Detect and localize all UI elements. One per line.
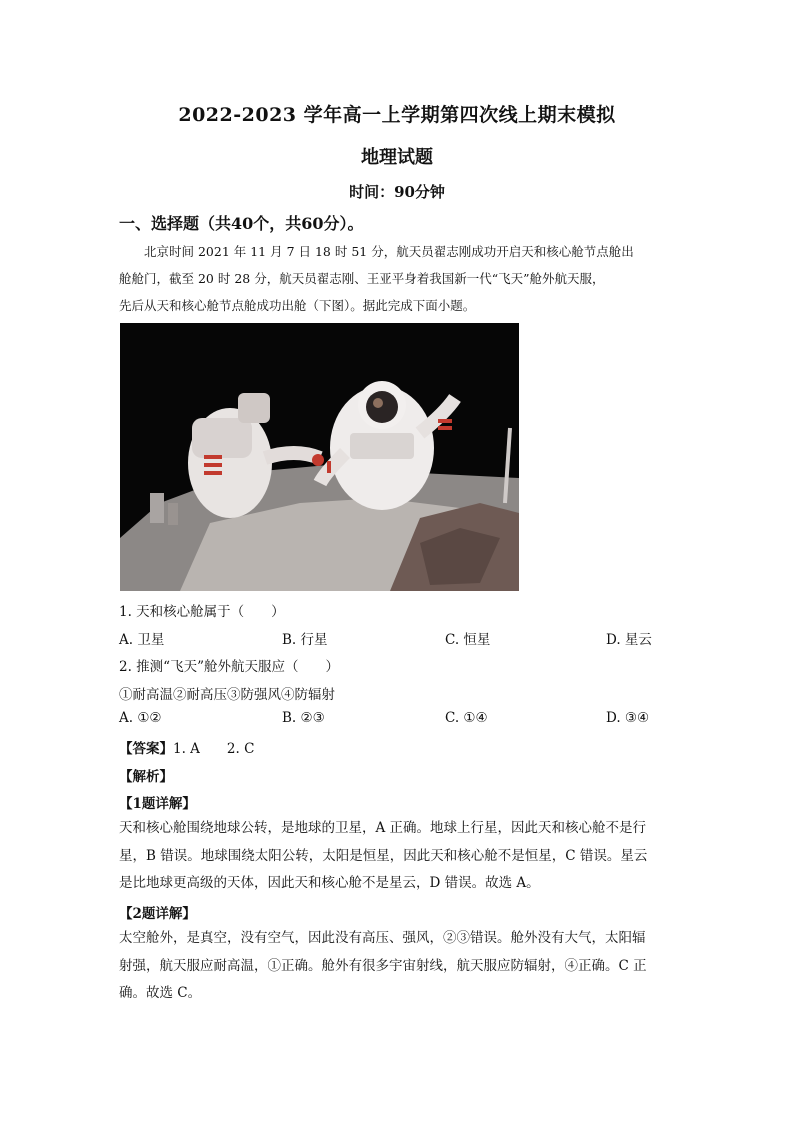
exam-time: 时间：90分钟 bbox=[349, 183, 445, 201]
subject-title: 地理试题 bbox=[361, 147, 433, 168]
exam-title: 2022-2023 学年高一上学期第四次线上期末模拟 bbox=[178, 104, 616, 126]
analysis-line: 太空舱外，是真空，没有空气，因此没有高压、强风，②③错误。舱外没有大气，太阳辐 bbox=[119, 930, 646, 946]
question-2-stem: 2. 推测“飞天”舱外航天服应（ ） bbox=[119, 659, 339, 675]
passage-line: 舱舱门，截至 20 时 28 分，航天员翟志刚、王亚平身着我国新一代“飞天”舱外航天服， bbox=[119, 271, 605, 286]
passage bbox=[119, 238, 679, 319]
answer-label: 【答案】 bbox=[119, 741, 173, 757]
astronauts-illustration bbox=[120, 323, 519, 591]
q2-analysis bbox=[119, 925, 675, 1008]
analysis-line: 星，B 错误。地球围绕太阳公转，太阳是恒星，因此天和核心舱不是恒星，C 错误。星云 bbox=[119, 847, 648, 864]
question-1-option-b: B. 行星 bbox=[282, 632, 328, 648]
spacewalk-photo bbox=[120, 323, 519, 591]
question-1-option-c: C. 恒星 bbox=[445, 632, 491, 648]
question-2-option-d: D. ③④ bbox=[606, 710, 650, 726]
analysis-line: 确。故选 C。 bbox=[119, 985, 202, 1001]
analysis-line: 射强，航天服应耐高温，①正确。舱外有很多宇宙射线，航天服应防辐射，④正确。C 正 bbox=[119, 957, 647, 974]
q1-analysis bbox=[119, 815, 675, 898]
q1-analysis-label: 【1题详解】 bbox=[119, 796, 196, 812]
question-1-option-a: A. 卫星 bbox=[119, 632, 165, 648]
question-2-option-b: B. ②③ bbox=[282, 710, 325, 726]
question-2-option-c: C. ①④ bbox=[445, 710, 488, 726]
question-1-option-d: D. 星云 bbox=[606, 632, 652, 648]
answer-line bbox=[119, 737, 254, 757]
analysis-line: 是比地球更高级的天体，因此天和核心舱不是星云，D 错误。故选 A。 bbox=[119, 875, 540, 891]
analysis-label: 【解析】 bbox=[119, 769, 173, 785]
section-heading: 一、选择题（共40个，共60分）。 bbox=[119, 214, 364, 233]
question-2-statements: ①耐高温②耐高压③防强风④防辐射 bbox=[119, 687, 335, 703]
q2-analysis-label: 【2题详解】 bbox=[119, 906, 196, 922]
question-1-stem: 1. 天和核心舱属于（ ） bbox=[119, 604, 285, 620]
answer-text: 1. A 2. C bbox=[173, 741, 255, 757]
analysis-line: 天和核心舱围绕地球公转，是地球的卫星，A 正确。地球上行星，因此天和核心舱不是行 bbox=[119, 820, 647, 836]
passage-line: 北京时间 2021 年 11 月 7 日 18 时 51 分，航天员翟志刚成功开启天和核心舱节点舱出 bbox=[144, 244, 634, 259]
question-2-option-a: A. ①② bbox=[119, 710, 162, 726]
passage-line: 先后从天和核心舱节点舱成功出舱（下图）。据此完成下面小题。 bbox=[119, 298, 476, 313]
